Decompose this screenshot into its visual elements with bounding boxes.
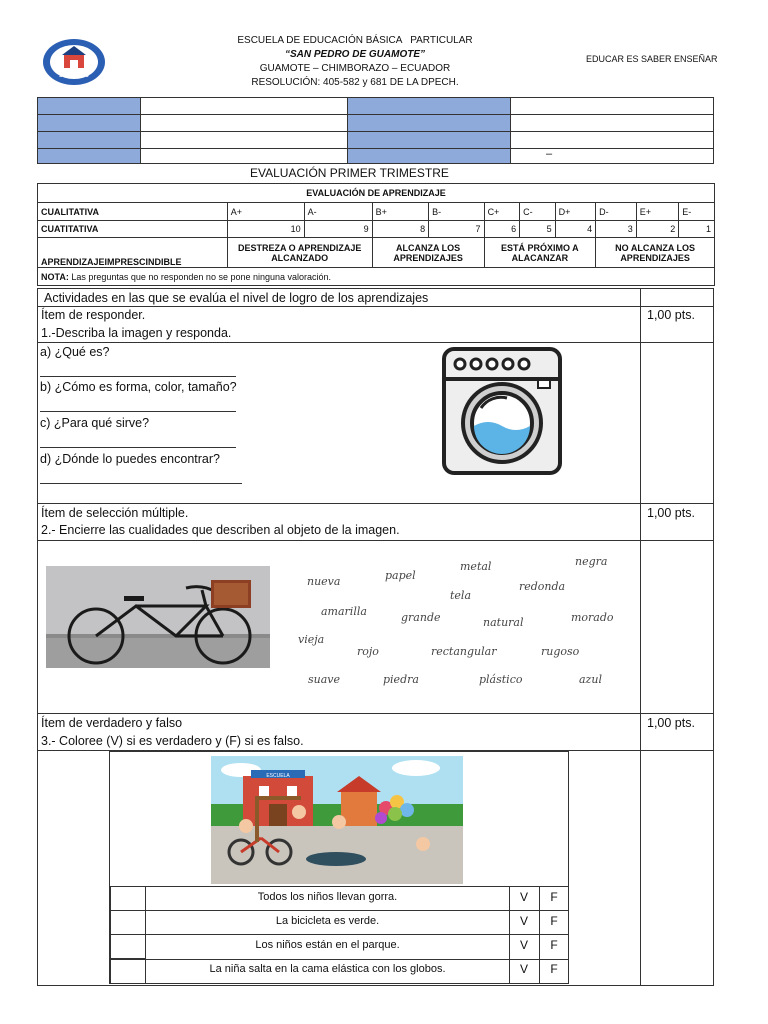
qual-value: B- [429, 203, 484, 221]
quant-value: 6 [484, 221, 520, 238]
grading-scale-table [37, 183, 715, 286]
quality-word[interactable]: tela [450, 589, 472, 602]
item1-instruction: 1.-Describa la imagen y responda. [41, 326, 232, 340]
quantitative-label: CUATITATIVA [38, 221, 228, 238]
false-option[interactable]: F [550, 914, 558, 928]
true-option[interactable]: V [519, 914, 528, 928]
item3-instruction: 3.- Coloree (V) si es verdadero y (F) si es falso. [41, 734, 304, 748]
qual-value: E+ [636, 203, 679, 221]
answer-box[interactable] [110, 910, 146, 935]
quant-value: 7 [429, 221, 484, 238]
qual-value: C+ [484, 203, 520, 221]
school-resolution: RESOLUCIÓN: 405-582 y 681 DE LA DPECH. [251, 77, 459, 88]
quality-word[interactable]: vieja [298, 633, 325, 646]
quant-value: 10 [227, 221, 304, 238]
info-dash: – [546, 148, 553, 160]
false-option[interactable]: F [550, 890, 558, 904]
level-not-reached: NO ALCANZA LOS APRENDIZAJES [596, 238, 715, 268]
answer-box[interactable] [110, 934, 146, 959]
school-motto: EDUCAR ES SABER ENSEÑAR [586, 54, 718, 64]
level-near: ESTÁ PRÓXIMO A ALACANZAR [484, 238, 596, 268]
quant-value: 8 [372, 221, 428, 238]
park-sign: ESCUELA [266, 773, 290, 779]
quality-word[interactable]: negra [575, 555, 608, 568]
quality-word[interactable]: morado [571, 611, 614, 624]
bicycle-image [46, 566, 270, 668]
quality-word[interactable]: piedra [383, 673, 419, 686]
evaluation-title: EVALUACIÓN PRIMER TRIMESTRE [250, 166, 449, 180]
item3-type: Ítem de verdadero y falso [41, 716, 183, 730]
activities-header: Actividades en las que se evalúa el nivel de logro de los aprendizajes [44, 291, 429, 305]
question-d: d) ¿Dónde lo puedes encontrar? [40, 452, 220, 466]
question-a: a) ¿Qué es? [40, 345, 110, 359]
item1-type: Ítem de responder. [41, 308, 146, 322]
item1-points: 1,00 pts. [647, 308, 695, 322]
washing-machine-image [441, 346, 563, 476]
logo-text: SAN PEDRO [59, 73, 89, 79]
quant-value: 2 [636, 221, 679, 238]
quality-word[interactable]: papel [385, 569, 416, 582]
school-logo [42, 38, 106, 86]
answer-line-a[interactable] [40, 376, 236, 377]
tf-table [109, 886, 569, 984]
level-achieved: DESTREZA O APRENDIZAJE ALCANZADO [227, 238, 372, 268]
quality-word[interactable]: azul [579, 673, 602, 686]
quant-value: 5 [520, 221, 556, 238]
question-b: b) ¿Cómo es forma, color, tamaño? [40, 380, 237, 394]
quality-word[interactable]: grande [401, 611, 441, 624]
quant-value: 1 [679, 221, 715, 238]
park-image [211, 756, 463, 884]
note-text: Las preguntas que no responden no se pone ninguna valoración. [68, 271, 332, 282]
school-location: GUAMOTE – CHIMBORAZO – ECUADOR [259, 63, 451, 74]
student-info-table [37, 97, 714, 164]
scale-title: EVALUACIÓN DE APRENDIZAJE [38, 184, 715, 203]
item3-points: 1,00 pts. [647, 716, 695, 730]
true-option[interactable]: V [519, 962, 528, 976]
statement-1: Todos los niños llevan gorra. [257, 891, 398, 903]
quality-word[interactable]: natural [483, 616, 524, 629]
learning-label: APRENDIZAJEIMPRESCINDIBLE [38, 238, 228, 268]
quality-word[interactable]: rojo [357, 645, 379, 658]
statement-2: La bicicleta es verde. [275, 915, 380, 927]
qual-value: D+ [555, 203, 595, 221]
qual-value: A- [304, 203, 372, 221]
level-reaches: ALCANZA LOS APRENDIZAJES [372, 238, 484, 268]
answer-line-b[interactable] [40, 411, 236, 412]
answer-box[interactable] [110, 886, 146, 911]
quant-value: 3 [596, 221, 637, 238]
false-option[interactable]: F [550, 962, 558, 976]
quality-word[interactable]: rectangular [431, 645, 497, 658]
quality-word[interactable]: redonda [519, 580, 566, 593]
scale-note [38, 268, 715, 286]
answer-line-c[interactable] [40, 447, 236, 448]
qual-value: B+ [372, 203, 428, 221]
qual-value: C- [520, 203, 556, 221]
school-name: “SAN PEDRO DE GUAMOTE” [284, 49, 425, 60]
quality-word[interactable]: nueva [307, 575, 341, 588]
true-option[interactable]: V [519, 938, 528, 952]
item2-points: 1,00 pts. [647, 506, 695, 520]
quality-word[interactable]: amarilla [321, 605, 367, 618]
quality-word[interactable]: plástico [479, 673, 523, 686]
answer-box[interactable] [110, 959, 146, 984]
quality-word[interactable]: rugoso [541, 645, 580, 658]
item2-type: Ítem de selección múltiple. [41, 506, 189, 520]
qual-value: E- [679, 203, 715, 221]
question-c: c) ¿Para qué sirve? [40, 416, 150, 430]
school-type: ESCUELA DE EDUCACIÓN BÁSICA PARTICULAR [237, 35, 473, 46]
false-option[interactable]: F [550, 938, 558, 952]
note-label: NOTA: [41, 271, 69, 282]
quality-word[interactable]: suave [308, 673, 341, 686]
quant-value: 9 [304, 221, 372, 238]
true-option[interactable]: V [519, 890, 528, 904]
quality-word[interactable]: metal [460, 560, 492, 573]
statement-3: Los niños están en el parque. [255, 939, 400, 951]
qualitative-label: CUALITATIVA [38, 203, 228, 221]
answer-line-d[interactable] [40, 483, 242, 484]
quant-value: 4 [555, 221, 595, 238]
qual-value: A+ [227, 203, 304, 221]
statement-4: La niña salta en la cama elástica con los globos. [209, 963, 446, 975]
item2-instruction: 2.- Encierre las cualidades que describen al objeto de la imagen. [41, 523, 400, 537]
qual-value: D- [596, 203, 637, 221]
